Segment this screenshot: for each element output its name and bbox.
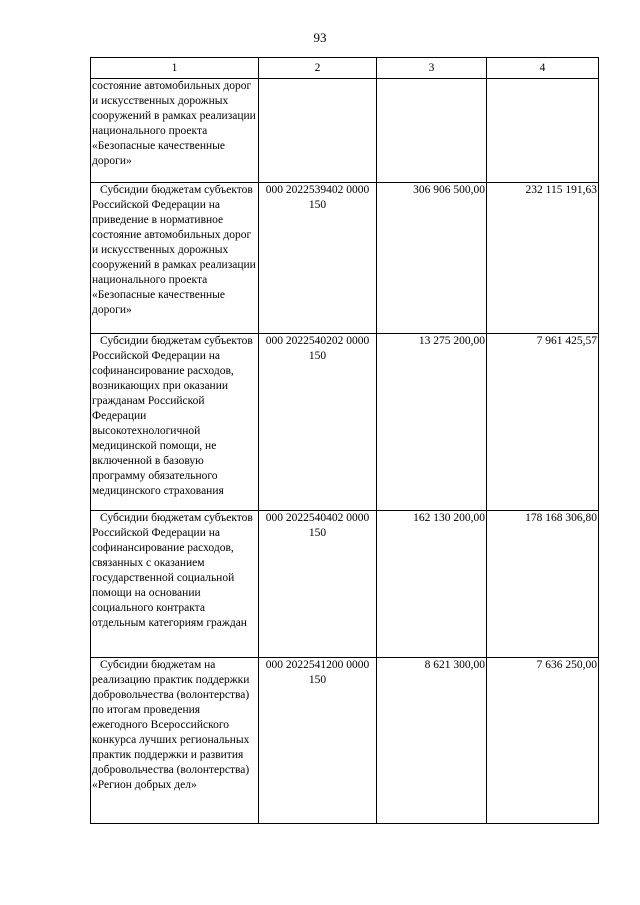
table-row	[91, 79, 599, 183]
page-number: 93	[313, 30, 327, 45]
table-row	[91, 183, 599, 334]
table-row	[91, 658, 599, 824]
row-amount-plan: 8 621 300,00	[377, 658, 487, 824]
row-code-line2: 150	[308, 527, 327, 539]
row-code-line1: 000 2022541200 0000	[265, 659, 370, 671]
row-code-line1: 000 2022539402 0000	[265, 184, 370, 196]
row-name	[91, 511, 259, 658]
column-header-2: 2	[259, 58, 377, 79]
table-row	[91, 334, 599, 511]
budget-table	[90, 57, 599, 824]
row-code	[259, 334, 377, 511]
row-name: состояние автомобильных дорог и искусственных дорожных сооружений в рамках реализации национального проекта «Безопасные качественные дороги»	[91, 79, 259, 183]
row-amount-exec	[487, 79, 599, 183]
column-header-1: 1	[91, 58, 259, 79]
row-amount-plan: 13 275 200,00	[377, 334, 487, 511]
row-code	[259, 511, 377, 658]
row-name-text: Субсидии бюджетам субъектов Российской Федерации на софинансирование расходов, возникающих при оказании гражданам Российской Федерации высокотехнологичной медицинской помощи, не включенной в базовую программу обязательного медицинского страхования	[92, 335, 253, 497]
row-code-line2: 150	[308, 350, 327, 362]
row-code	[259, 79, 377, 183]
row-amount-exec: 7 636 250,00	[487, 658, 599, 824]
row-name-text: Субсидии бюджетам субъектов Российской Федерации на приведение в нормативное состояние автомобильных дорог и искусственных дорожных сооружений в рамках реализации национального проекта «Безопасные качественные дороги»	[92, 184, 256, 316]
row-amount-plan: 306 906 500,00	[377, 183, 487, 334]
row-name	[91, 658, 259, 824]
row-code-line1: 000 2022540402 0000	[265, 512, 370, 524]
row-name	[91, 183, 259, 334]
row-code-line1: 000 2022540202 0000	[265, 335, 370, 347]
row-name-text: Субсидии бюджетам на реализацию практик поддержки добровольчества (волонтерства) по итогам проведения ежегодного Всероссийского конкурса лучших региональных практик поддержки и развития добровольчества (волонтерства) «Регион добрых дел»	[92, 659, 250, 791]
table-row	[91, 511, 599, 658]
table-header-row	[91, 58, 599, 79]
row-amount-plan: 162 130 200,00	[377, 511, 487, 658]
row-code-line2: 150	[308, 674, 327, 686]
row-name-text: Субсидии бюджетам субъектов Российской Федерации на софинансирование расходов, связанных с оказанием государственной социальной помощи на основании социального контракта отдельным категориям граждан	[92, 512, 253, 629]
row-amount-plan	[377, 79, 487, 183]
row-name	[91, 334, 259, 511]
row-amount-exec: 7 961 425,57	[487, 334, 599, 511]
row-amount-exec: 232 115 191,63	[487, 183, 599, 334]
row-code	[259, 658, 377, 824]
column-header-3: 3	[377, 58, 487, 79]
column-header-4: 4	[487, 58, 599, 79]
row-amount-exec: 178 168 306,80	[487, 511, 599, 658]
row-code-line2: 150	[308, 199, 327, 211]
row-code	[259, 183, 377, 334]
